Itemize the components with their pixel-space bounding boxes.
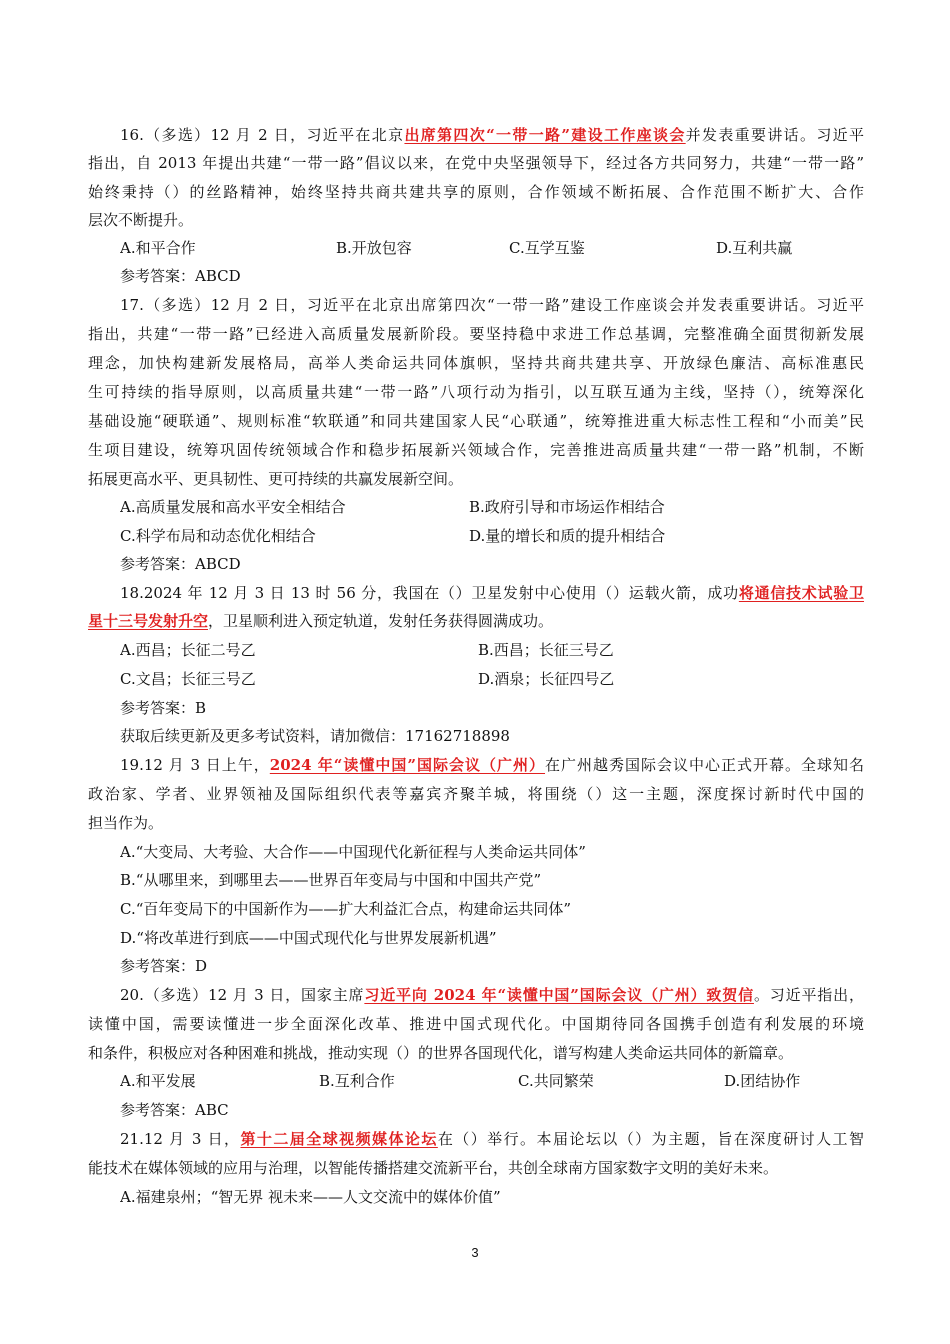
- q20-option-c: C.共同繁荣: [518, 1072, 594, 1090]
- q19-answer: 参考答案：D: [120, 957, 208, 975]
- q18-option-c: C.文昌；长征三号乙: [120, 670, 256, 688]
- q16-options: [120, 234, 864, 262]
- q20-text: 20.（多选）12 月 3 日，国家主席: [120, 986, 365, 1004]
- q19-option-a: A.“大变局、大考验、大合作——中国现代化新征程与人类命运共同体”: [120, 843, 586, 861]
- q20-line-1: [120, 981, 864, 1009]
- q17-line-4: 生可持续的指导原则，以高质量共建“一带一路”八项行动为指引，以互联互通为主线，坚持（），统筹深化: [88, 383, 864, 401]
- q16-option-d: D.互利共赢: [716, 239, 793, 257]
- q17-line-2: 指出，共建“一带一路”已经进入高质量发展新阶段。要坚持稳中求进工作总基调，完整准确全面贯彻新发展: [88, 325, 864, 343]
- q21-line-2: 能技术在媒体领域的应用与治理，以智能传播搭建交流新平台，共创全球南方国家数字文明的美好未来。: [88, 1159, 779, 1177]
- q17-option-d: D.量的增长和质的提升相结合: [469, 527, 666, 545]
- q17-options-row-1: [120, 493, 864, 521]
- q16-line-3: 始终秉持（）的丝路精神，始终坚持共商共建共享的原则，合作领域不断拓展、合作范围不断扩大、合作: [88, 183, 864, 201]
- q17-line-7: 拓展更高水平、更具韧性、更可持续的共赢发展新空间。: [88, 470, 464, 488]
- q19-option-c: C.“百年变局下的中国新作为——扩大利益汇合点，构建命运共同体”: [120, 900, 572, 918]
- q21-text: 21.12 月 3 日，: [120, 1130, 241, 1148]
- q17-option-a: A.高质量发展和高水平安全相结合: [120, 498, 346, 516]
- q21-option-a: A.福建泉州；“智无界 视未来——人文交流中的媒体价值”: [120, 1188, 501, 1206]
- q17-line-6: 生项目建设，统筹巩固传统领域合作和稳步拓展新兴领域合作，完善推进高质量共建“一带一路”机制，不断: [88, 441, 864, 459]
- q20-highlight-link[interactable]: 习近平向 2024 年“读懂中国”国际会议（广州）致贺信: [364, 986, 754, 1004]
- q19-option-d: D.“将改革进行到底——中国式现代化与世界发展新机遇”: [120, 929, 497, 947]
- q20-answer: 参考答案：ABC: [120, 1101, 229, 1119]
- q19-text: 19.12 月 3 日上午，: [120, 756, 270, 774]
- q19-highlight-link[interactable]: 2024 年“读懂中国”国际会议（广州）: [269, 756, 546, 774]
- q16-text-tail: 并发表重要讲话。习近平: [685, 126, 864, 144]
- q18-option-b: B.西昌；长征三号乙: [478, 641, 614, 659]
- q18-text: 18.2024 年 12 月 3 日 13 时 56 分，我国在（）卫星发射中心使用（）运载火箭，成功: [120, 584, 739, 602]
- q18-highlight-link[interactable]: 将通信技术试验卫: [738, 584, 864, 602]
- q20-line-3: 和条件，积极应对各种困难和挑战，推动实现（）的世界各国现代化，谱写构建人类命运共同体的新篇章。: [88, 1044, 794, 1062]
- q19-option-b: B.“从哪里来，到哪里去——世界百年变局与中国和中国共产党”: [120, 871, 542, 889]
- q20-option-d: D.团结协作: [724, 1072, 801, 1090]
- q16-line-4: 层次不断提升。: [88, 211, 194, 229]
- q16-option-a: A.和平合作: [120, 239, 196, 257]
- q18-options-row-2: [120, 665, 864, 693]
- q18-answer: 参考答案：B: [120, 699, 207, 717]
- q16-option-b: B.开放包容: [336, 239, 412, 257]
- q16-option-c: C.互学互鉴: [509, 239, 585, 257]
- q16-text: 16.（多选）12 月 2 日，习近平在北京: [120, 126, 405, 144]
- q18-option-d: D.酒泉；长征四号乙: [478, 670, 615, 688]
- q20-text-tail: 。习近平指出，: [753, 986, 864, 1004]
- q17-option-c: C.科学布局和动态优化相结合: [120, 527, 316, 545]
- q20-line-2: 读懂中国，需要读懂进一步全面深化改革、推进中国式现代化。中国期待同各国携手创造有利发展的环境: [88, 1015, 864, 1033]
- q21-line-1: [120, 1125, 864, 1153]
- q19-line-2: 政治家、学者、业界领袖及国际组织代表等嘉宾齐聚羊城，将围绕（）这一主题，深度探讨新时代中国的: [88, 785, 864, 803]
- q17-answer: 参考答案：ABCD: [120, 555, 241, 573]
- q16-highlight-link[interactable]: 出席第四次“一带一路”建设工作座谈会: [404, 126, 686, 144]
- q17-option-b: B.政府引导和市场运作相结合: [469, 498, 665, 516]
- q18-text-tail: ，卫星顺利进入预定轨道，发射任务获得圆满成功。: [208, 612, 554, 630]
- q20-option-b: B.互利合作: [319, 1072, 395, 1090]
- contact-notice: 获取后续更新及更多考试资料，请加微信：17162718898: [120, 727, 510, 745]
- page-number: 3: [471, 1245, 479, 1260]
- q18-option-a: A.西昌；长征二号乙: [120, 641, 256, 659]
- q17-line-3: 理念，加快构建新发展格局，高举人类命运共同体旗帜，坚持共商共建共享、开放绿色廉洁、高标准惠民: [88, 354, 864, 372]
- q19-text-tail: 在广州越秀国际会议中心正式开幕。全球知名: [545, 756, 864, 774]
- q21-highlight-link[interactable]: 第十二届全球视频媒体论坛: [240, 1130, 438, 1148]
- q19-line-3: 担当作为。: [88, 814, 164, 832]
- q20-option-a: A.和平发展: [120, 1072, 196, 1090]
- q17-line-1: 17.（多选）12 月 2 日，习近平在北京出席第四次“一带一路”建设工作座谈会并发表重要讲话。习近平: [120, 296, 864, 314]
- q18-options-row-1: [120, 636, 864, 664]
- q18-line-1: [120, 579, 864, 607]
- q19-line-1: [120, 751, 864, 779]
- q18-line-2: [88, 607, 864, 635]
- q20-options: [120, 1067, 864, 1095]
- q16-answer: 参考答案：ABCD: [120, 267, 241, 285]
- q16-line-1: [120, 121, 864, 149]
- q17-line-5: 基础设施“硬联通”、规则标准“软联通”和同共建国家人民“心联通”，统筹推进重大标志性工程和“小而美”民: [88, 412, 864, 430]
- q21-text-tail: 在（）举行。本届论坛以（）为主题，旨在深度研讨人工智: [437, 1130, 864, 1148]
- q18-highlight-link-cont[interactable]: 星十三号发射升空: [88, 612, 209, 630]
- q16-line-2: 指出，自 2013 年提出共建“一带一路”倡议以来，在党中央坚强领导下，经过各方共同努力，共建“一带一路”: [88, 154, 864, 172]
- q17-options-row-2: [120, 522, 864, 550]
